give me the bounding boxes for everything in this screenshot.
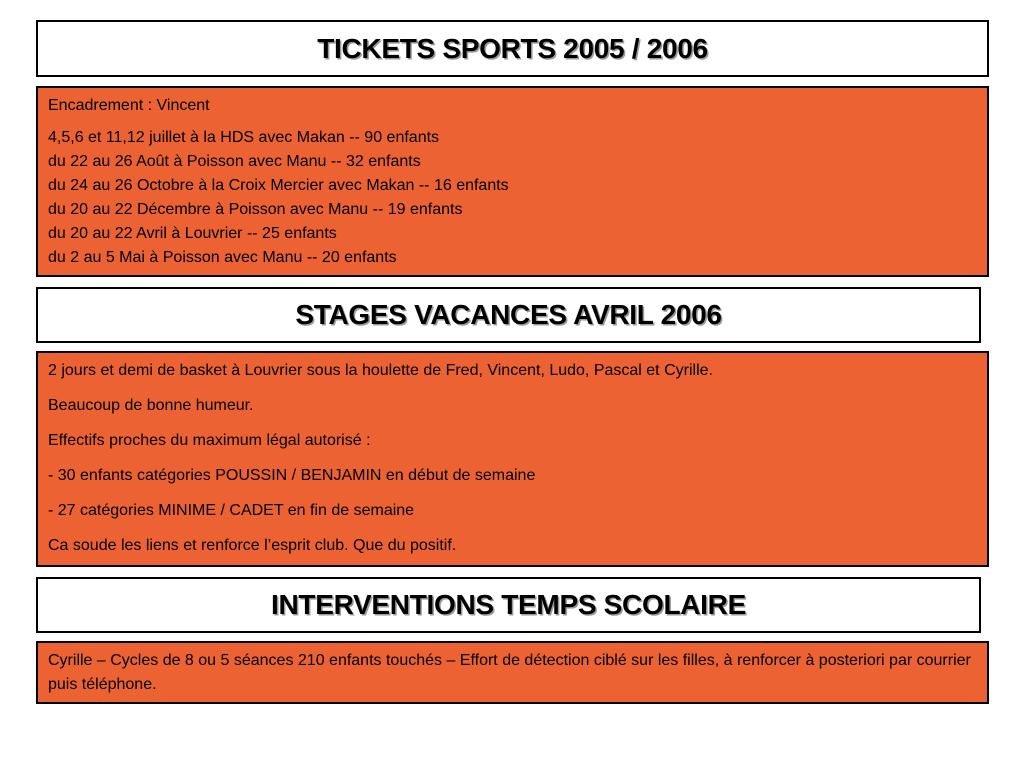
section1-line: du 20 au 22 Avril à Louvrier -- 25 enfants bbox=[48, 225, 337, 242]
section3-text: Cyrille – Cycles de 8 ou 5 séances 210 enfants touchés – Effort de détection ciblé sur les filles, à renforcer à posteriori par courrier puis téléphone. bbox=[48, 652, 971, 693]
section2-content-box bbox=[36, 351, 989, 567]
section2-line: Ca soude les liens et renforce l’esprit club. Que du positif. bbox=[48, 537, 457, 554]
section2-line: Effectifs proches du maximum légal autorisé : bbox=[48, 432, 371, 449]
section2-title-box bbox=[36, 287, 981, 343]
section1-title: TICKETS SPORTS 2005 / 2006 bbox=[317, 32, 708, 64]
section1-line: du 20 au 22 Décembre à Poisson avec Manu -- 19 enfants bbox=[48, 201, 463, 218]
section2-line: - 27 catégories MINIME / CADET en fin de semaine bbox=[48, 502, 415, 519]
section2-title: STAGES VACANCES AVRIL 2006 bbox=[295, 299, 722, 330]
section2-line: 2 jours et demi de basket à Louvrier sous la houlette de Fred, Vincent, Ludo, Pascal et Cyrille. bbox=[48, 362, 713, 379]
section3-title-box bbox=[36, 577, 981, 633]
section2-line: - 30 enfants catégories POUSSIN / BENJAMIN en début de semaine bbox=[48, 467, 536, 484]
section1-line: Encadrement : Vincent bbox=[48, 97, 210, 114]
section1-title-box bbox=[36, 20, 989, 77]
section1-line: du 24 au 26 Octobre à la Croix Mercier avec Makan -- 16 enfants bbox=[48, 177, 509, 194]
section1-line: du 2 au 5 Mai à Poisson avec Manu -- 20 enfants bbox=[48, 249, 397, 266]
section1-line: 4,5,6 et 11,12 juillet à la HDS avec Makan -- 90 enfants bbox=[48, 129, 440, 146]
section3-title: INTERVENTIONS TEMPS SCOLAIRE bbox=[271, 589, 746, 620]
section2-line: Beaucoup de bonne humeur. bbox=[48, 397, 254, 414]
section1-content-box bbox=[36, 86, 989, 277]
section1-line: du 22 au 26 Août à Poisson avec Manu -- 32 enfants bbox=[48, 153, 421, 170]
section3-content-box bbox=[36, 641, 989, 704]
